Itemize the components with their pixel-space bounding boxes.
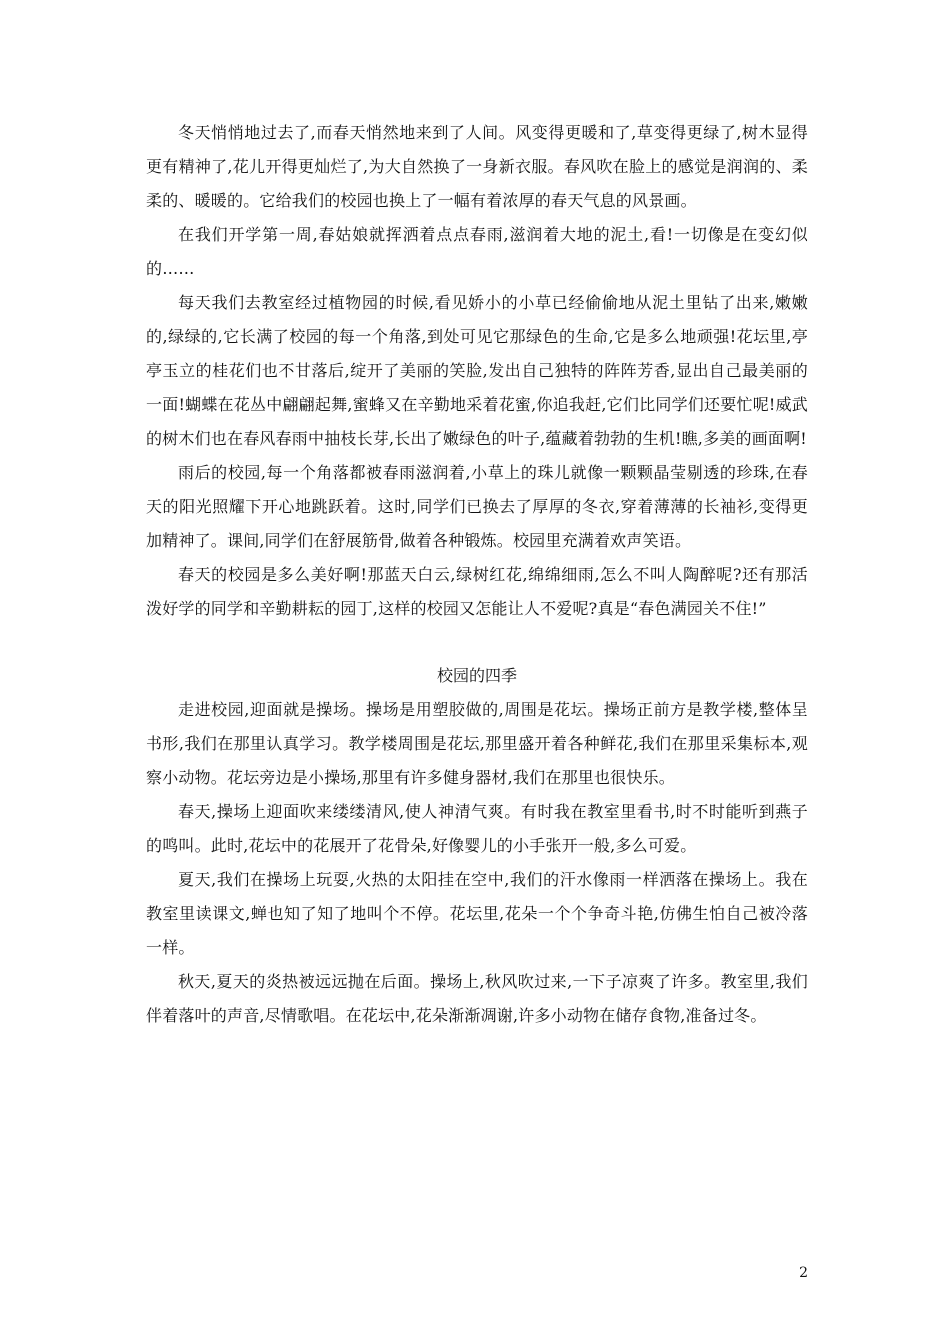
essay2-paragraph-4: 秋天,夏天的炎热被远远抛在后面。操场上,秋风吹过来,一下子凉爽了许多。教室里,我们伴着落叶的声音,尽情歌唱。在花坛中,花朵渐渐凋谢,许多小动物在储存食物,准备过冬。 (146, 972, 808, 1025)
document-body (146, 116, 808, 1033)
essay1-paragraph-3: 每天我们去教室经过植物园的时候,看见娇小的小草已经偷偷地从泥土里钻了出来,嫩嫩的,绿绿的,它长满了校园的每一个角落,到处可见它那绿色的生命,它是多么地顽强!花坛里,亭亭玉立的桂花们也不甘落后,绽开了美丽的笑脸,发出自己独特的阵阵芳香,显出自己最美丽的一面!蝴蝶在花丛中翩翩起舞,蜜蜂又在辛勤地采着花蜜,你追我赶,它们比同学们还要忙呢!威武的树木们也在春风春雨中抽枝长芽,长出了嫩绿色的叶子,蕴藏着勃勃的生机!瞧,多美的画面啊! (146, 293, 808, 448)
essay1-paragraph-2: 在我们开学第一周,春姑娘就挥洒着点点春雨,滋润着大地的泥土,看!一切像是在变幻似的…… (146, 225, 808, 278)
essay2-paragraph-3: 夏天,我们在操场上玩耍,火热的太阳挂在空中,我们的汗水像雨一样洒落在操场上。我在教室里读课文,蝉也知了知了地叫个不停。花坛里,花朵一个个争奇斗艳,仿佛生怕自己被冷落一样。 (146, 870, 808, 957)
section-spacer (146, 626, 808, 659)
essay1-paragraph-4: 雨后的校园,每一个角落都被春雨滋润着,小草上的珠儿就像一颗颗晶莹剔透的珍珠,在春天的阳光照耀下开心地跳跃着。这时,同学们已换去了厚厚的冬衣,穿着薄薄的长袖衫,变得更加精神了。课间,同学们在舒展筋骨,做着各种锻炼。校园里充满着欢声笑语。 (146, 463, 808, 550)
essay2-paragraph-1: 走进校园,迎面就是操场。操场是用塑胶做的,周围是花坛。操场正前方是教学楼,整体呈书形,我们在那里认真学习。教学楼周围是花坛,那里盛开着各种鲜花,我们在那里采集标本,观察小动物。花坛旁边是小操场,那里有许多健身器材,我们在那里也很快乐。 (146, 700, 808, 787)
essay2-title: 校园的四季 (436, 666, 517, 685)
essay1-paragraph-1: 冬天悄悄地过去了,而春天悄然地来到了人间。风变得更暖和了,草变得更绿了,树木显得更有精神了,花儿开得更灿烂了,为大自然换了一身新衣服。春风吹在脸上的感觉是润润的、柔柔的、暖暖的。它给我们的校园也换上了一幅有着浓厚的春天气息的风景画。 (146, 123, 808, 210)
essay2-paragraph-2: 春天,操场上迎面吹来缕缕清风,使人神清气爽。有时我在教室里看书,时不时能听到燕子的鸣叫。此时,花坛中的花展开了花骨朵,好像婴儿的小手张开一般,多么可爱。 (146, 802, 808, 855)
essay1-paragraph-5: 春天的校园是多么美好啊!那蓝天白云,绿树红花,绵绵细雨,怎么不叫人陶醉呢?还有那活泼好学的同学和辛勤耕耘的园丁,这样的校园又怎能让人不爱呢?真是“春色满园关不住!” (146, 565, 808, 618)
page-number: 2 (799, 1265, 808, 1281)
